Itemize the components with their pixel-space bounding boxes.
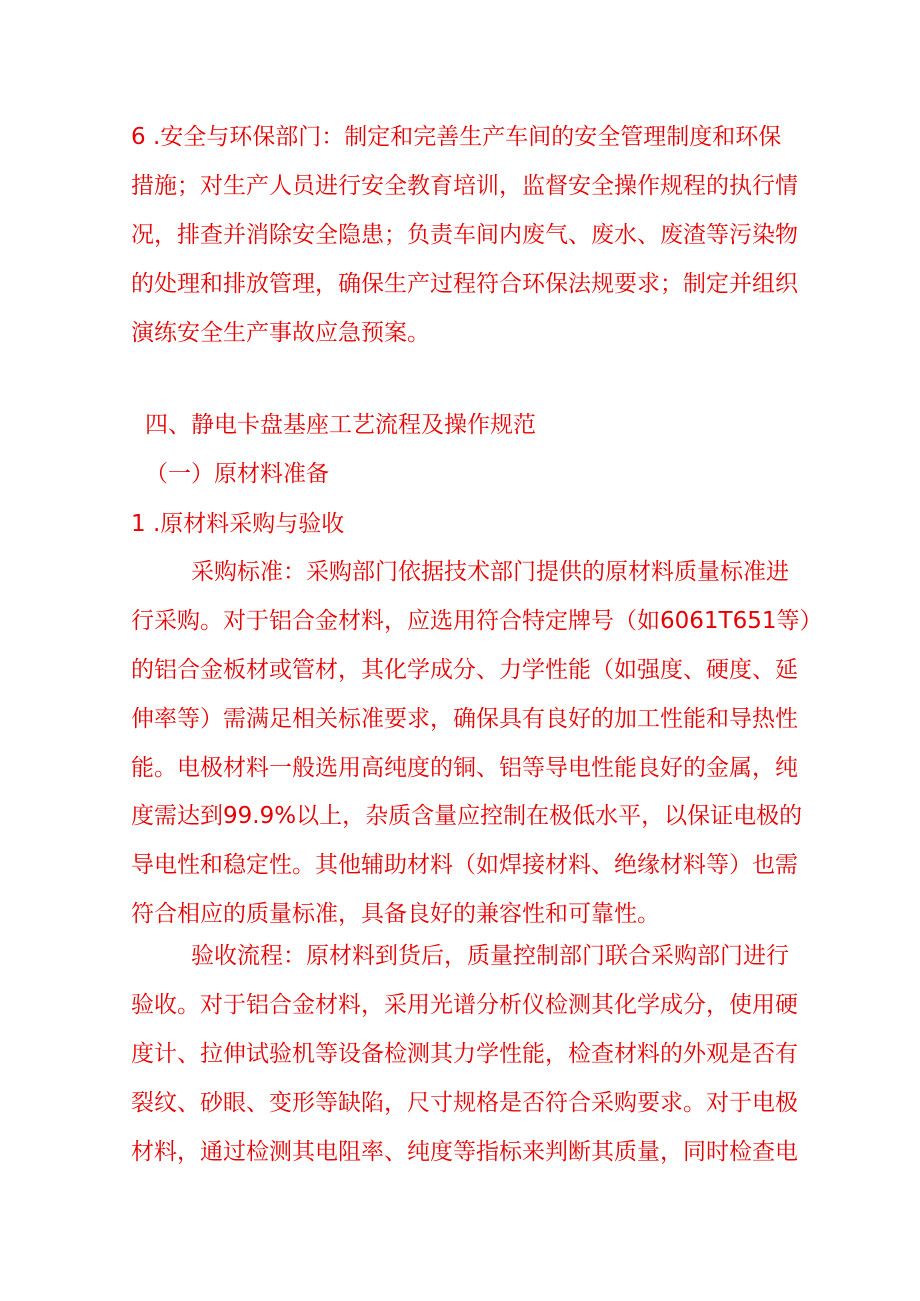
section6-line-3: 况，排查并消除安全隐患；负责车间内废气、废水、废渣等污染物 [131,222,798,248]
purchase-standard-line-5: 能。电极材料一般选用高纯度的铜、铝等导电性能良好的金属，纯 [131,755,798,781]
purchase-standard-line-8: 符合相应的质量标准，具备良好的兼容性和可靠性。 [131,901,660,927]
acceptance-line-1: 验收流程：原材料到货后，质量控制部门联合采购部门进行 [191,943,789,969]
purchase-standard-line-6: 度需达到99.9%以上，杂质含量应控制在极低水平，以保证电极的 [131,803,803,829]
acceptance-line-3: 度计、拉伸试验机等设备检测其力学性能，检查材料的外观是否有 [131,1041,798,1067]
purchase-standard-line-1: 采购标准：采购部门依据技术部门提供的原材料质量标准进 [191,559,789,585]
section6-line-5: 演练安全生产事故应急预案。 [131,320,430,346]
purchase-standard-line-2: 行采购。对于铝合金材料，应选用符合特定牌号（如6061T651等） [131,608,823,634]
acceptance-line-5: 材料，通过检测其电阻率、纯度等指标来判断其质量，同时检查电 [131,1139,798,1165]
section6-line-2: 措施；对生产人员进行安全教育培训，监督安全操作规程的执行情 [131,173,798,199]
purchase-standard-line-4: 伸率等）需满足相关标准要求，确保具有良好的加工性能和导热性 [131,706,798,732]
section6-line-4: 的处理和排放管理，确保生产过程符合环保法规要求；制定并组织 [131,271,798,297]
sub-heading: （一）原材料准备 [145,461,329,487]
item-title: 1 .原材料采购与验收 [131,511,345,537]
acceptance-line-2: 验收。对于铝合金材料，采用光谱分析仪检测其化学成分，使用硬 [131,992,798,1018]
chapter-heading: 四、静电卡盘基座工艺流程及操作规范 [145,412,536,438]
acceptance-line-4: 裂纹、砂眼、变形等缺陷，尺寸规格是否符合采购要求。对于电极 [131,1090,798,1116]
purchase-standard-line-7: 导电性和稳定性。其他辅助材料（如焊接材料、绝缘材料等）也需 [131,852,798,878]
purchase-standard-line-3: 的铝合金板材或管材，其化学成分、力学性能（如强度、硬度、延 [131,657,798,683]
section6-line-1: 6 .安全与环保部门：制定和完善生产车间的安全管理制度和环保 [131,124,782,150]
